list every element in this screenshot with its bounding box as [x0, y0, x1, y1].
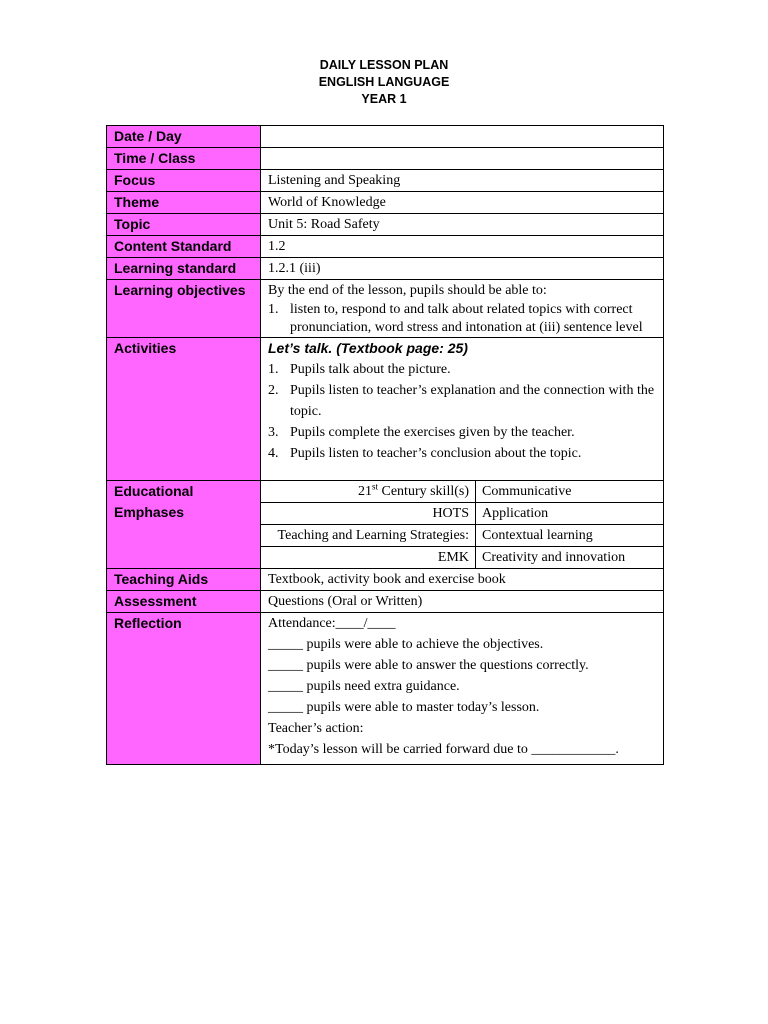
value-date-day	[261, 126, 664, 148]
item-text: listen to, respond to and talk about related topics with correct pronunciation, word stress and intonation at (iii) sentence level	[290, 302, 643, 335]
label-activities: Activities	[107, 338, 261, 481]
label-reflection: Reflection	[107, 613, 261, 765]
emphasis-key	[261, 481, 476, 503]
row-learning-standard	[107, 258, 664, 280]
table-row	[261, 525, 663, 547]
label-line: Educational	[114, 483, 194, 499]
lesson-plan-table	[106, 125, 664, 765]
row-educational-emphases	[107, 481, 664, 569]
emphasis-key: Teaching and Learning Strategies:	[261, 525, 476, 547]
list-item	[268, 380, 656, 422]
header-subject: ENGLISH LANGUAGE	[318, 75, 450, 89]
item-text: Pupils listen to teacher’s explanation and the connection with the topic.	[290, 383, 655, 419]
table-row	[261, 547, 663, 569]
value-teaching-aids: Textbook, activity book and exercise book	[261, 569, 664, 591]
value-focus: Listening and Speaking	[261, 170, 664, 192]
emphasis-key: HOTS	[261, 503, 476, 525]
label-learning-standard: Learning standard	[107, 258, 261, 280]
table-row	[261, 481, 663, 503]
emphasis-value: Communicative	[476, 481, 664, 503]
list-item	[268, 301, 656, 337]
value-reflection	[261, 613, 664, 765]
activities-title: Let’s talk. (Textbook page: 25)	[268, 340, 468, 356]
label-line: Emphases	[114, 504, 185, 520]
key-text: Century skill(s)	[378, 484, 469, 499]
item-text: Pupils talk about the picture.	[290, 362, 451, 377]
item-number: 4.	[268, 446, 279, 461]
reflection-line: _____ pupils were able to answer the questions correctly.	[268, 658, 589, 673]
row-topic	[107, 214, 664, 236]
row-reflection	[107, 613, 664, 765]
row-theme	[107, 192, 664, 214]
list-item	[268, 443, 656, 464]
label-date-day: Date / Day	[107, 126, 261, 148]
item-number: 2.	[268, 383, 279, 398]
row-date-day	[107, 126, 664, 148]
table-row	[261, 503, 663, 525]
emphasis-value: Contextual learning	[476, 525, 664, 547]
value-educational-emphases	[261, 481, 664, 569]
document-header	[0, 57, 768, 108]
label-teaching-aids: Teaching Aids	[107, 569, 261, 591]
item-text: Pupils listen to teacher’s conclusion about the topic.	[290, 446, 582, 461]
reflection-line: *Today’s lesson will be carried forward due to ____________.	[268, 742, 619, 757]
row-teaching-aids	[107, 569, 664, 591]
objectives-list	[268, 301, 656, 337]
item-number: 1.	[268, 302, 279, 317]
label-educational-emphases	[107, 481, 261, 569]
reflection-line: Teacher’s action:	[268, 721, 364, 736]
item-number: 1.	[268, 362, 279, 377]
row-time-class	[107, 148, 664, 170]
row-focus	[107, 170, 664, 192]
activities-list	[268, 359, 656, 464]
item-text: Pupils complete the exercises given by the teacher.	[290, 425, 575, 440]
emphasis-key: EMK	[261, 547, 476, 569]
emphasis-value: Creativity and innovation	[476, 547, 664, 569]
reflection-line: _____ pupils were able to achieve the objectives.	[268, 637, 544, 652]
objectives-intro: By the end of the lesson, pupils should be able to:	[268, 283, 547, 298]
key-text: 21	[357, 484, 372, 499]
row-content-standard	[107, 236, 664, 258]
item-number: 3.	[268, 425, 279, 440]
header-title: DAILY LESSON PLAN	[319, 58, 449, 72]
key-superscript: st	[371, 481, 378, 492]
emphases-table	[261, 481, 663, 568]
value-content-standard: 1.2	[261, 236, 664, 258]
value-learning-objectives	[261, 280, 664, 338]
emphasis-value: Application	[476, 503, 664, 525]
value-assessment: Questions (Oral or Written)	[261, 591, 664, 613]
label-learning-objectives: Learning objectives	[107, 280, 261, 338]
list-item	[268, 422, 656, 443]
row-learning-objectives	[107, 280, 664, 338]
value-time-class	[261, 148, 664, 170]
reflection-line: _____ pupils were able to master today’s lesson.	[268, 700, 540, 715]
label-assessment: Assessment	[107, 591, 261, 613]
value-learning-standard: 1.2.1 (iii)	[261, 258, 664, 280]
label-theme: Theme	[107, 192, 261, 214]
value-theme: World of Knowledge	[261, 192, 664, 214]
list-item	[268, 359, 656, 380]
value-activities	[261, 338, 664, 481]
value-topic: Unit 5: Road Safety	[261, 214, 664, 236]
reflection-line: Attendance:____/____	[268, 616, 396, 631]
header-year: YEAR 1	[361, 92, 407, 106]
label-content-standard: Content Standard	[107, 236, 261, 258]
reflection-line: _____ pupils need extra guidance.	[268, 679, 460, 694]
row-assessment	[107, 591, 664, 613]
label-focus: Focus	[107, 170, 261, 192]
row-activities	[107, 338, 664, 481]
label-topic: Topic	[107, 214, 261, 236]
label-time-class: Time / Class	[107, 148, 261, 170]
